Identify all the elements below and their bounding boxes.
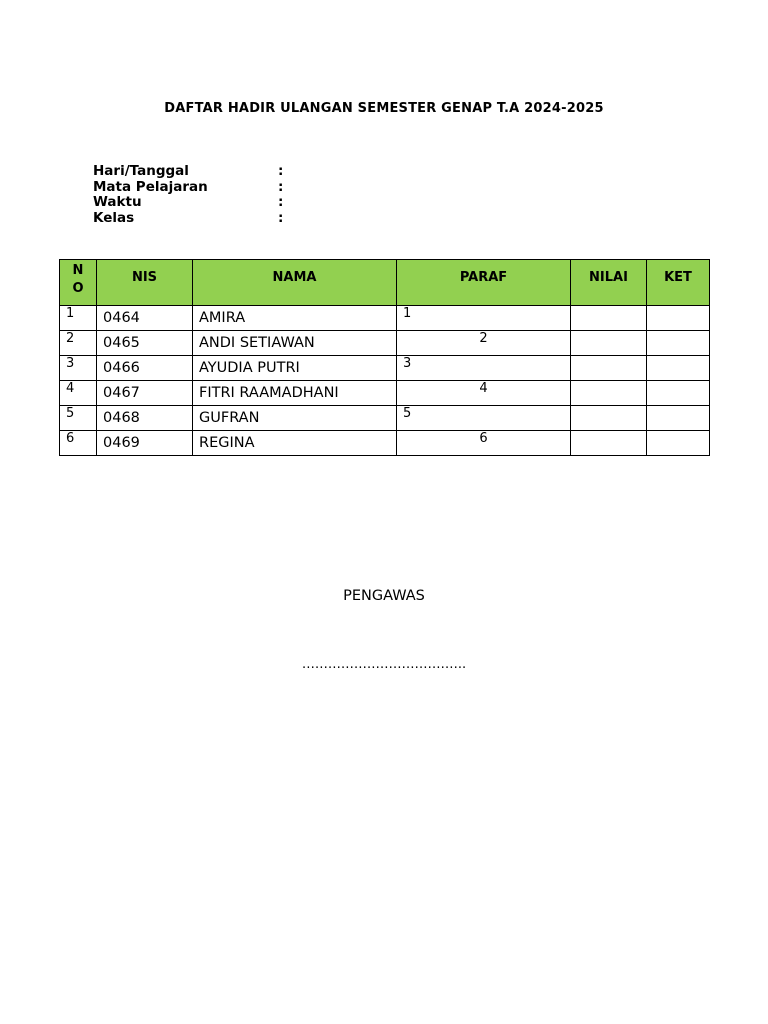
document-title: DAFTAR HADIR ULANGAN SEMESTER GENAP T.A 2024-2025: [164, 101, 604, 116]
cell-paraf[interactable]: [397, 356, 571, 381]
paraf-number: 6: [479, 431, 488, 446]
cell-nis: [97, 356, 193, 381]
table-row: [60, 356, 710, 381]
info-separator: :: [278, 209, 284, 226]
paraf-number: 3: [403, 356, 412, 371]
cell-no: [60, 306, 97, 331]
cell-nama: [193, 356, 397, 381]
cell-nis: [97, 381, 193, 406]
cell-nis: [97, 306, 193, 331]
cell-ket[interactable]: [647, 406, 710, 431]
cell-nis: [97, 431, 193, 456]
info-row-subject: [93, 180, 283, 196]
row-number: 6: [66, 431, 75, 446]
column-header-no: [60, 260, 97, 306]
column-header-paraf: PARAF: [397, 260, 571, 306]
cell-paraf[interactable]: [397, 381, 571, 406]
cell-ket[interactable]: [647, 381, 710, 406]
info-label: Mata Pelajaran: [93, 178, 208, 195]
cell-nilai[interactable]: [571, 406, 647, 431]
cell-ket[interactable]: [647, 356, 710, 381]
exam-info-block: [93, 164, 283, 226]
student-name: GUFRAN: [199, 410, 260, 426]
cell-paraf[interactable]: [397, 306, 571, 331]
row-number: 3: [66, 356, 75, 371]
student-name: ANDI SETIAWAN: [199, 335, 315, 351]
cell-nilai[interactable]: [571, 331, 647, 356]
info-separator: :: [278, 163, 284, 179]
cell-paraf[interactable]: [397, 331, 571, 356]
paraf-number: 5: [403, 406, 412, 421]
cell-no: [60, 381, 97, 406]
column-header-nilai: NILAI: [571, 260, 647, 306]
cell-no: [60, 331, 97, 356]
cell-nama: [193, 406, 397, 431]
student-name: FITRI RAAMADHANI: [199, 385, 339, 401]
cell-no: [60, 431, 97, 456]
student-name: AYUDIA PUTRI: [199, 360, 300, 376]
paraf-number: 2: [479, 331, 488, 346]
paraf-number: 1: [403, 306, 412, 321]
cell-nilai[interactable]: [571, 431, 647, 456]
column-header-ket: KET: [647, 260, 710, 306]
cell-no: [60, 406, 97, 431]
cell-nama: [193, 381, 397, 406]
row-number: 1: [66, 306, 75, 321]
student-nis: 0464: [103, 310, 140, 326]
paraf-number: 4: [479, 381, 488, 396]
info-separator: :: [278, 194, 284, 210]
cell-nilai[interactable]: [571, 306, 647, 331]
student-nis: 0465: [103, 335, 140, 351]
cell-ket[interactable]: [647, 306, 710, 331]
supervisor-label: PENGAWAS: [343, 588, 425, 604]
column-header-no-line1: N: [72, 263, 84, 278]
student-nis: 0467: [103, 385, 140, 401]
student-nis: 0466: [103, 360, 140, 376]
table-header-row: [60, 260, 710, 306]
info-separator: :: [278, 178, 284, 195]
cell-nama: [193, 431, 397, 456]
cell-nis: [97, 406, 193, 431]
row-number: 4: [66, 381, 75, 396]
row-number: 2: [66, 331, 75, 346]
cell-ket[interactable]: [647, 331, 710, 356]
info-row-date: [93, 164, 283, 180]
student-nis: 0468: [103, 410, 140, 426]
column-header-nama: NAMA: [193, 260, 397, 306]
table-row: [60, 331, 710, 356]
info-row-class: [93, 211, 283, 227]
table-row: [60, 406, 710, 431]
column-header-nis: NIS: [97, 260, 193, 306]
table-row: [60, 431, 710, 456]
student-nis: 0469: [103, 435, 140, 451]
cell-paraf[interactable]: [397, 406, 571, 431]
student-name: REGINA: [199, 435, 255, 451]
info-label: Waktu: [93, 194, 142, 210]
cell-ket[interactable]: [647, 431, 710, 456]
cell-paraf[interactable]: [397, 431, 571, 456]
cell-nilai[interactable]: [571, 381, 647, 406]
attendance-table: [59, 259, 710, 456]
signature-line: ………………………………..: [301, 657, 467, 672]
info-row-time: [93, 195, 283, 211]
info-label: Kelas: [93, 209, 135, 226]
table-row: [60, 381, 710, 406]
cell-no: [60, 356, 97, 381]
cell-nama: [193, 331, 397, 356]
cell-nilai[interactable]: [571, 356, 647, 381]
student-name: AMIRA: [199, 310, 246, 326]
cell-nis: [97, 331, 193, 356]
table-row: [60, 306, 710, 331]
cell-nama: [193, 306, 397, 331]
row-number: 5: [66, 406, 75, 421]
info-label: Hari/Tanggal: [93, 163, 189, 179]
column-header-no-line2: O: [72, 281, 84, 296]
